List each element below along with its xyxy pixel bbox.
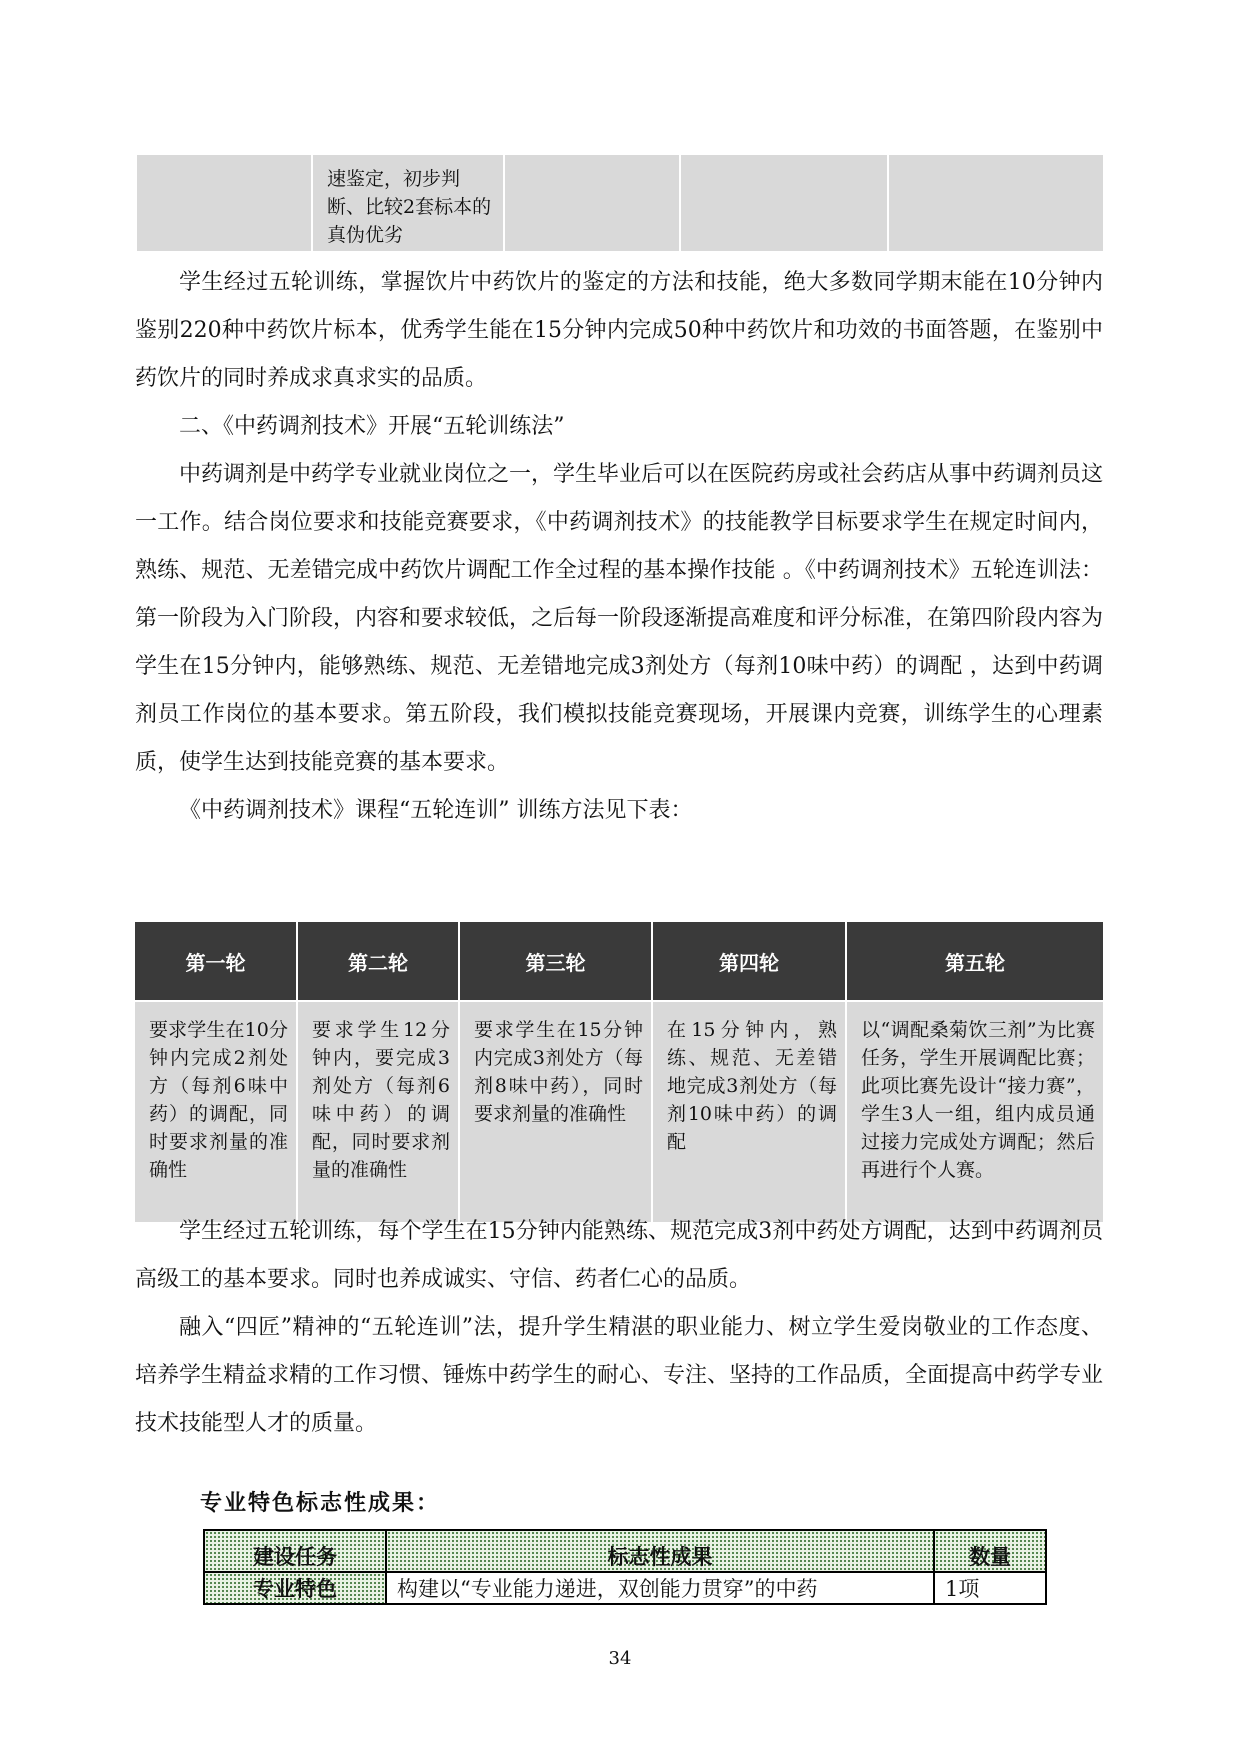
results-label: 专业特色标志性成果： (200, 1491, 441, 1516)
paragraph: 《中药调剂技术》课程“五轮连训” 训练方法见下表： (179, 798, 693, 823)
table-cell: 要求学生12分钟内，要完成3剂处方（每剂6味中药）的调配，同时要求剂量的准确性 (297, 1001, 459, 1222)
table-cell: 构建以“专业能力递进，双创能力贯穿”的中药 (386, 1572, 934, 1604)
column-header: 第三轮 (459, 922, 652, 1001)
table-cell (504, 154, 680, 252)
body-text-2 (135, 1208, 1103, 1448)
continued-table (135, 153, 1105, 253)
table-cell: 速鉴定，初步判断、比较2套标本的真伪优劣 (312, 154, 504, 252)
column-header: 第二轮 (297, 922, 459, 1001)
table-cell: 在15分钟内，熟练、规范、无差错地完成3剂处方（每剂10味中药）的调配 (652, 1001, 846, 1222)
column-header: 第一轮 (135, 922, 297, 1001)
paragraph: 中药调剂是中药学专业就业岗位之一，学生毕业后可以在医院药房或社会药店从事中药调剂员这一工作。结合岗位要求和技能竞赛要求，《中药调剂技术》的技能教学目标要求学生在规定时间内，熟练、规范、无差错完成中药饮片调配工作全过程的基本操作技能 。《中药调剂技术》五轮连训法：第一阶段为入门阶段，内容和要求较低，之后每一阶段逐渐提高难度和评分标准，在第四阶段内容为学生在15分钟内，能够熟练、规范、无差错地完成3剂处方（每剂10味中药）的调配 ，达到中药调剂员工作岗位的基本要求。第五阶段，我们模拟技能竞赛现场，开展课内竞赛，训练学生的心理素质，使学生达到技能竞赛的基本要求。 (135, 462, 1104, 775)
table-cell (680, 154, 888, 252)
results-table (203, 1529, 1047, 1605)
page-number: 34 (608, 1648, 632, 1669)
table-header-row (204, 1530, 1046, 1572)
table-cell (888, 154, 1104, 252)
table-cell: 专业特色 (204, 1572, 386, 1604)
table-cell: 1项 (934, 1572, 1046, 1604)
column-header: 建设任务 (204, 1530, 386, 1572)
table-cell (136, 154, 312, 252)
table-row (136, 154, 1104, 252)
table-cell: 以“调配桑菊饮三剂”为比赛任务，学生开展调配比赛；此项比赛先设计“接力赛”，学生3人一组，组内成员通过接力完成处方调配；然后再进行个人赛。 (846, 1001, 1103, 1222)
paragraph: 学生经过五轮训练，掌握饮片中药饮片的鉴定的方法和技能，绝大多数同学期末能在10分钟内鉴别220种中药饮片标本，优秀学生能在15分钟内完成50种中药饮片和功效的书面答题，在鉴别中药饮片的同时养成求真求实的品质。 (135, 270, 1103, 391)
rounds-table (135, 922, 1103, 1222)
column-header: 标志性成果 (386, 1530, 934, 1572)
table-row (135, 1001, 1103, 1222)
table-cell: 要求学生在10分钟内完成2剂处方（每剂6味中药）的调配，同时要求剂量的准确性 (135, 1001, 297, 1222)
table-cell: 要求学生在15分钟内完成3剂处方（每剂8味中药），同时要求剂量的准确性 (459, 1001, 652, 1222)
body-text-1 (135, 259, 1103, 835)
paragraph: 融入“四匠”精神的“五轮连训”法，提升学生精湛的职业能力、树立学生爱岗敬业的工作态度、培养学生精益求精的工作习惯、锤炼中药学生的耐心、专注、坚持的工作品质，全面提高中药学专业技术技能型人才的质量。 (135, 1315, 1104, 1436)
column-header: 数量 (934, 1530, 1046, 1572)
column-header: 第五轮 (846, 922, 1103, 1001)
paragraph: 学生经过五轮训练，每个学生在15分钟内能熟练、规范完成3剂中药处方调配，达到中药调剂员高级工的基本要求。同时也养成诚实、守信、药者仁心的品质。 (135, 1219, 1103, 1292)
column-header: 第四轮 (652, 922, 846, 1001)
table-row (204, 1572, 1046, 1604)
table-header-row (135, 922, 1103, 1001)
section-heading: 二、《中药调剂技术》开展“五轮训练法” (179, 414, 565, 439)
